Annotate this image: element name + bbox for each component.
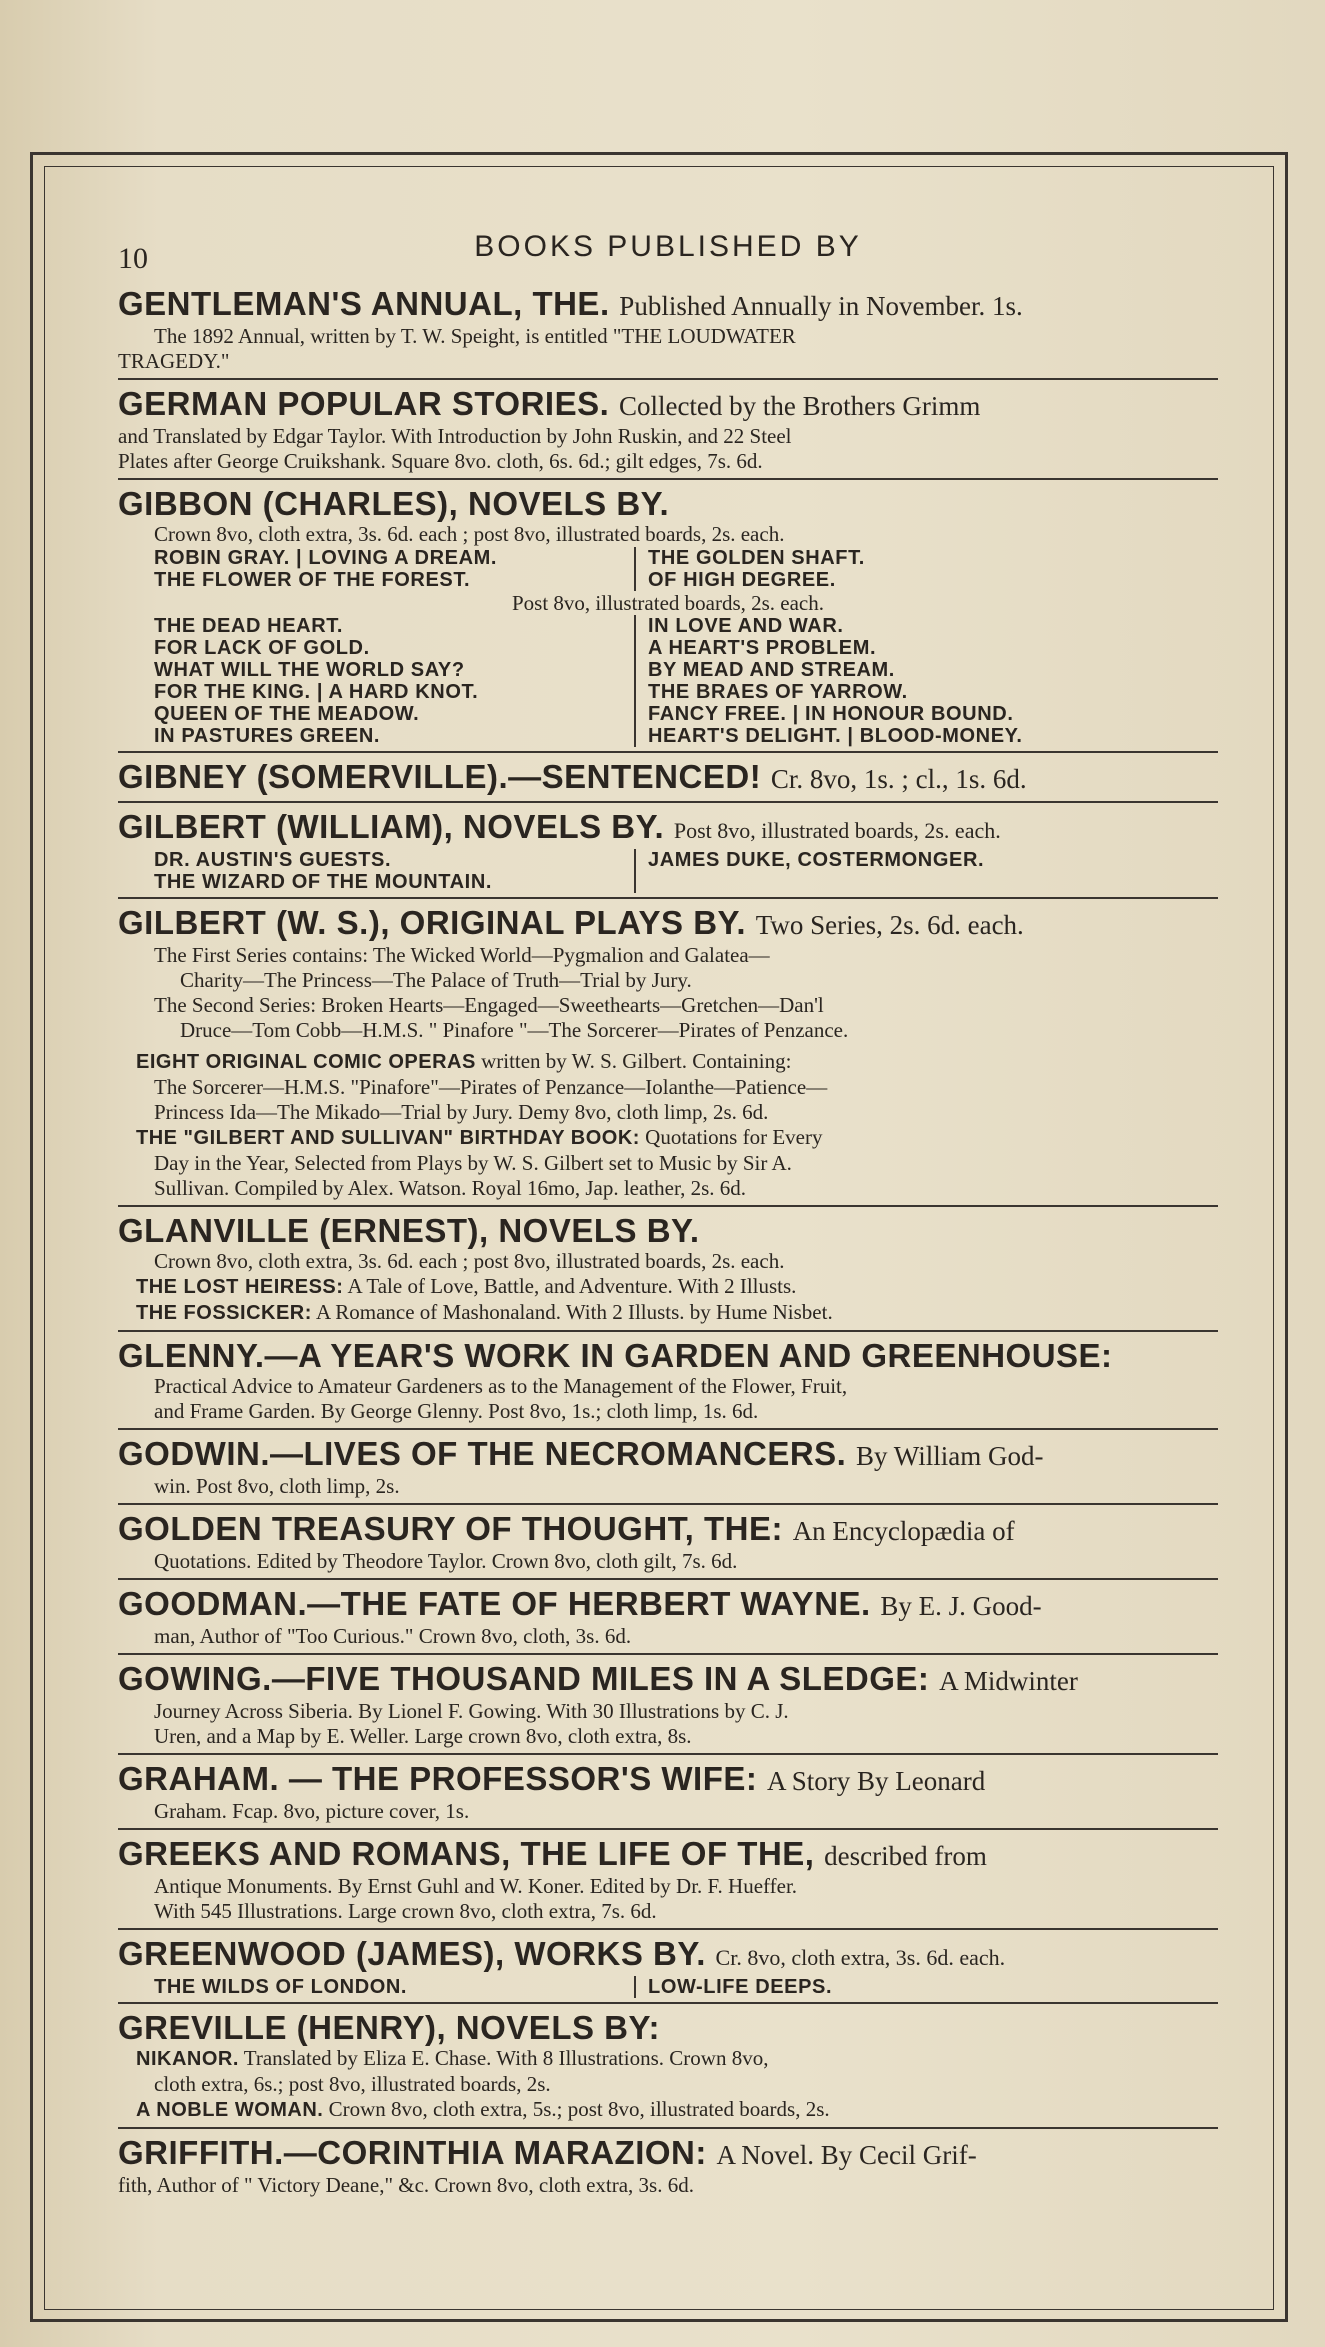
entry-line: Sullivan. Compiled by Alex. Watson. Royal 16mo, Jap. leather, 2s. 6d. [154, 1176, 747, 1200]
sub-entry-text: A Romance of Mashonaland. With 2 Illusts. by Hume Nisbet. [311, 1300, 833, 1324]
entry-heading-rest: A Midwinter [939, 1666, 1078, 1696]
book-title: HEART'S DELIGHT. | BLOOD-MONEY. [648, 725, 1023, 747]
book-title: THE FLOWER OF THE FOREST. [154, 569, 471, 591]
entry-heading: GREENWOOD (JAMES), WORKS BY. [118, 1936, 706, 1972]
title-columns [118, 849, 1218, 893]
sub-entry-title: THE FOSSICKER: [136, 1302, 312, 1324]
entry-line: fith, Author of " Victory Deane," &c. Crown 8vo, cloth extra, 3s. 6d. [118, 2173, 694, 2197]
entry-line: Charity—The Princess—The Palace of Truth—Trial by Jury. [180, 968, 692, 992]
catalog-entry [118, 1338, 1218, 1430]
book-title: THE DEAD HEART. [154, 615, 344, 637]
sub-entry [118, 1049, 1218, 1075]
entry-note: Post 8vo, illustrated boards, 2s. each. [511, 591, 825, 615]
entry-line: Antique Monuments. By Ernst Guhl and W. Koner. Edited by Dr. F. Hueffer. [154, 1874, 798, 1898]
catalog-entry [118, 1213, 1218, 1332]
entry-line: Day in the Year, Selected from Plays by W. S. Gilbert set to Music by Sir A. [154, 1151, 792, 1175]
entry-heading-rest: Published Annually in November. 1s. [619, 291, 1023, 321]
entry-heading-rest: Cr. 8vo, 1s. ; cl., 1s. 6d. [770, 764, 1027, 794]
catalog-entry [118, 1511, 1218, 1580]
sub-entry [118, 2046, 1218, 2072]
entry-heading: GENTLEMAN'S ANNUAL, THE. [118, 286, 610, 322]
book-title: THE BRAES OF YARROW. [648, 681, 908, 703]
sub-entry [118, 1274, 1218, 1300]
book-title: FOR THE KING. | A HARD KNOT. [154, 681, 479, 703]
entry-line: With 545 Illustrations. Large crown 8vo, cloth extra, 7s. 6d. [154, 1899, 657, 1923]
entry-line: and Frame Garden. By George Glenny. Post 8vo, 1s.; cloth limp, 1s. 6d. [154, 1399, 759, 1423]
catalog-entry [118, 1761, 1218, 1830]
entry-line: The Sorcerer—H.M.S. "Pinafore"—Pirates of Penzance—Iolanthe—Patience— [154, 1075, 828, 1099]
entry-line: The Second Series: Broken Hearts—Engaged—Sweethearts—Gretchen—Dan'l [154, 993, 824, 1017]
entry-heading-rest: An Encyclopædia of [792, 1516, 1015, 1546]
entry-heading-rest: Two Series, 2s. 6d. each. [755, 910, 1024, 940]
entry-line: Quotations. Edited by Theodore Taylor. Crown 8vo, cloth gilt, 7s. 6d. [154, 1549, 738, 1573]
page-header [118, 230, 1218, 280]
sub-entry-text: Quotations for Every [639, 1125, 823, 1149]
catalog-entry [118, 2010, 1218, 2129]
entry-line: Uren, and a Map by E. Weller. Large crown 8vo, cloth extra, 8s. [154, 1724, 692, 1748]
entry-line: Crown 8vo, cloth extra, 3s. 6d. each ; post 8vo, illustrated boards, 2s. each. [154, 1249, 785, 1273]
entry-heading: GERMAN POPULAR STORIES. [118, 386, 610, 422]
book-title: BY MEAD AND STREAM. [648, 659, 895, 681]
title-column-right [636, 547, 1218, 591]
entry-line: win. Post 8vo, cloth limp, 2s. [154, 1474, 400, 1498]
title-column-left [154, 1976, 636, 1998]
catalog-entry [118, 486, 1218, 753]
book-title: JAMES DUKE, COSTERMONGER. [648, 849, 985, 871]
catalog-entry [118, 1936, 1218, 2004]
book-title: ROBIN GRAY. | LOVING A DREAM. [154, 547, 498, 569]
book-title: DR. AUSTIN'S GUESTS. [154, 849, 392, 871]
entry-heading: GREEKS AND ROMANS, THE LIFE OF THE, [118, 1836, 815, 1872]
page-number: 10 [118, 242, 148, 275]
entry-heading-rest: By E. J. Good- [880, 1591, 1042, 1621]
sub-entry [118, 2097, 1218, 2123]
book-title: OF HIGH DEGREE. [648, 569, 836, 591]
book-title: A HEART'S PROBLEM. [648, 637, 877, 659]
entry-heading: GILBERT (WILLIAM), NOVELS BY. [118, 809, 665, 845]
entry-heading: GIBNEY (SOMERVILLE).—SENTENCED! [118, 759, 762, 795]
title-column-left [154, 615, 636, 747]
sub-entry-text: Translated by Eliza E. Chase. With 8 Illustrations. Crown 8vo, [238, 2046, 769, 2070]
sub-entry-title: EIGHT ORIGINAL COMIC OPERAS [136, 1051, 476, 1073]
running-head: BOOKS PUBLISHED BY [474, 230, 862, 263]
entry-line: Princess Ida—The Mikado—Trial by Jury. Demy 8vo, cloth limp, 2s. 6d. [154, 1100, 769, 1124]
entry-heading-rest: By William God- [856, 1441, 1044, 1471]
entry-line: TRAGEDY." [118, 349, 230, 373]
sub-entry-title: THE "GILBERT AND SULLIVAN" BIRTHDAY BOOK: [136, 1127, 640, 1149]
catalog-entry [118, 386, 1218, 480]
book-title: QUEEN OF THE MEADOW. [154, 703, 420, 725]
entry-heading: GLANVILLE (ERNEST), NOVELS BY. [118, 1213, 700, 1249]
entry-line: Practical Advice to Amateur Gardeners as to the Management of the Flower, Fruit, [154, 1374, 848, 1398]
entry-line: Plates after George Cruikshank. Square 8vo. cloth, 6s. 6d.; gilt edges, 7s. 6d. [118, 449, 763, 473]
title-column-right [636, 615, 1218, 747]
sub-entry [118, 1125, 1218, 1151]
entry-heading: GRIFFITH.—CORINTHIA MARAZION: [118, 2135, 707, 2171]
entry-line: Druce—Tom Cobb—H.M.S. " Pinafore "—The Sorcerer—Pirates of Penzance. [180, 1018, 849, 1042]
entry-heading-rest: Post 8vo, illustrated boards, 2s. each. [673, 818, 1001, 843]
title-column-left [154, 849, 636, 893]
sub-entry [118, 1300, 1218, 1326]
catalog-entry [118, 2135, 1218, 2202]
catalog-entry [118, 905, 1218, 1207]
entry-heading-rest: described from [824, 1841, 987, 1871]
title-columns [118, 1976, 1218, 1998]
catalog-entry [118, 1436, 1218, 1505]
book-title: IN LOVE AND WAR. [648, 615, 844, 637]
book-title: FANCY FREE. | IN HONOUR BOUND. [648, 703, 1014, 725]
entry-line: The First Series contains: The Wicked World—Pygmalion and Galatea— [154, 943, 770, 967]
title-column-right [636, 1976, 1218, 1998]
entry-heading: GOWING.—FIVE THOUSAND MILES IN A SLEDGE: [118, 1661, 930, 1697]
sub-entry-text: Crown 8vo, cloth extra, 5s.; post 8vo, illustrated boards, 2s. [323, 2097, 830, 2121]
entry-heading-rest: A Novel. By Cecil Grif- [716, 2140, 977, 2170]
catalog-entry [118, 1661, 1218, 1755]
entry-heading: GRAHAM. — THE PROFESSOR'S WIFE: [118, 1761, 758, 1797]
sub-entry-title: A NOBLE WOMAN. [136, 2099, 324, 2121]
entry-line: and Translated by Edgar Taylor. With Introduction by John Ruskin, and 22 Steel [118, 424, 792, 448]
title-columns [118, 547, 1218, 591]
entry-heading: GIBBON (CHARLES), NOVELS BY. [118, 486, 670, 522]
sub-entry-title: NIKANOR. [136, 2048, 239, 2070]
book-title: THE WIZARD OF THE MOUNTAIN. [154, 871, 493, 893]
catalog-entry [118, 286, 1218, 380]
sub-entry-text: A Tale of Love, Battle, and Adventure. With 2 Illusts. [343, 1274, 797, 1298]
page-content [118, 230, 1218, 2202]
book-title: THE GOLDEN SHAFT. [648, 547, 865, 569]
entry-heading: GOLDEN TREASURY OF THOUGHT, THE: [118, 1511, 784, 1547]
entry-heading: GILBERT (W. S.), ORIGINAL PLAYS BY. [118, 905, 747, 941]
catalog-entry [118, 809, 1218, 899]
catalog-entry [118, 1836, 1218, 1930]
book-title: WHAT WILL THE WORLD SAY? [154, 659, 465, 681]
entry-heading: GODWIN.—LIVES OF THE NECROMANCERS. [118, 1436, 847, 1472]
title-column-right [636, 849, 1218, 893]
title-columns [118, 615, 1218, 747]
entry-heading-rest: Cr. 8vo, cloth extra, 3s. 6d. each. [715, 1945, 1006, 1970]
entry-heading: GOODMAN.—THE FATE OF HERBERT WAYNE. [118, 1586, 871, 1622]
entry-heading-rest: A Story By Leonard [767, 1766, 986, 1796]
entry-heading: GREVILLE (HENRY), NOVELS BY: [118, 2010, 661, 2046]
entry-line: Crown 8vo, cloth extra, 3s. 6d. each ; post 8vo, illustrated boards, 2s. each. [154, 522, 785, 546]
entry-line: Graham. Fcap. 8vo, picture cover, 1s. [154, 1799, 470, 1823]
catalog-entry [118, 759, 1218, 803]
book-title: FOR LACK OF GOLD. [154, 637, 370, 659]
sub-entry-text: written by W. S. Gilbert. Containing: [475, 1049, 792, 1073]
book-title: LOW-LIFE DEEPS. [648, 1976, 833, 1998]
book-title: IN PASTURES GREEN. [154, 725, 381, 747]
book-title: THE WILDS OF LONDON. [154, 1976, 408, 1998]
entry-line: man, Author of "Too Curious." Crown 8vo, cloth, 3s. 6d. [154, 1624, 632, 1648]
entry-line: cloth extra, 6s.; post 8vo, illustrated boards, 2s. [154, 2072, 551, 2096]
sub-entry-title: THE LOST HEIRESS: [136, 1276, 344, 1298]
entry-heading: GLENNY.—A YEAR'S WORK IN GARDEN AND GREENHOUSE: [118, 1338, 1113, 1374]
entry-line: Journey Across Siberia. By Lionel F. Gowing. With 30 Illustrations by C. J. [154, 1699, 789, 1723]
title-column-left [154, 547, 636, 591]
entry-line: The 1892 Annual, written by T. W. Speight, is entitled "THE LOUDWATER [154, 324, 796, 348]
entry-heading-rest: Collected by the Brothers Grimm [618, 391, 981, 421]
catalog-entry [118, 1586, 1218, 1655]
